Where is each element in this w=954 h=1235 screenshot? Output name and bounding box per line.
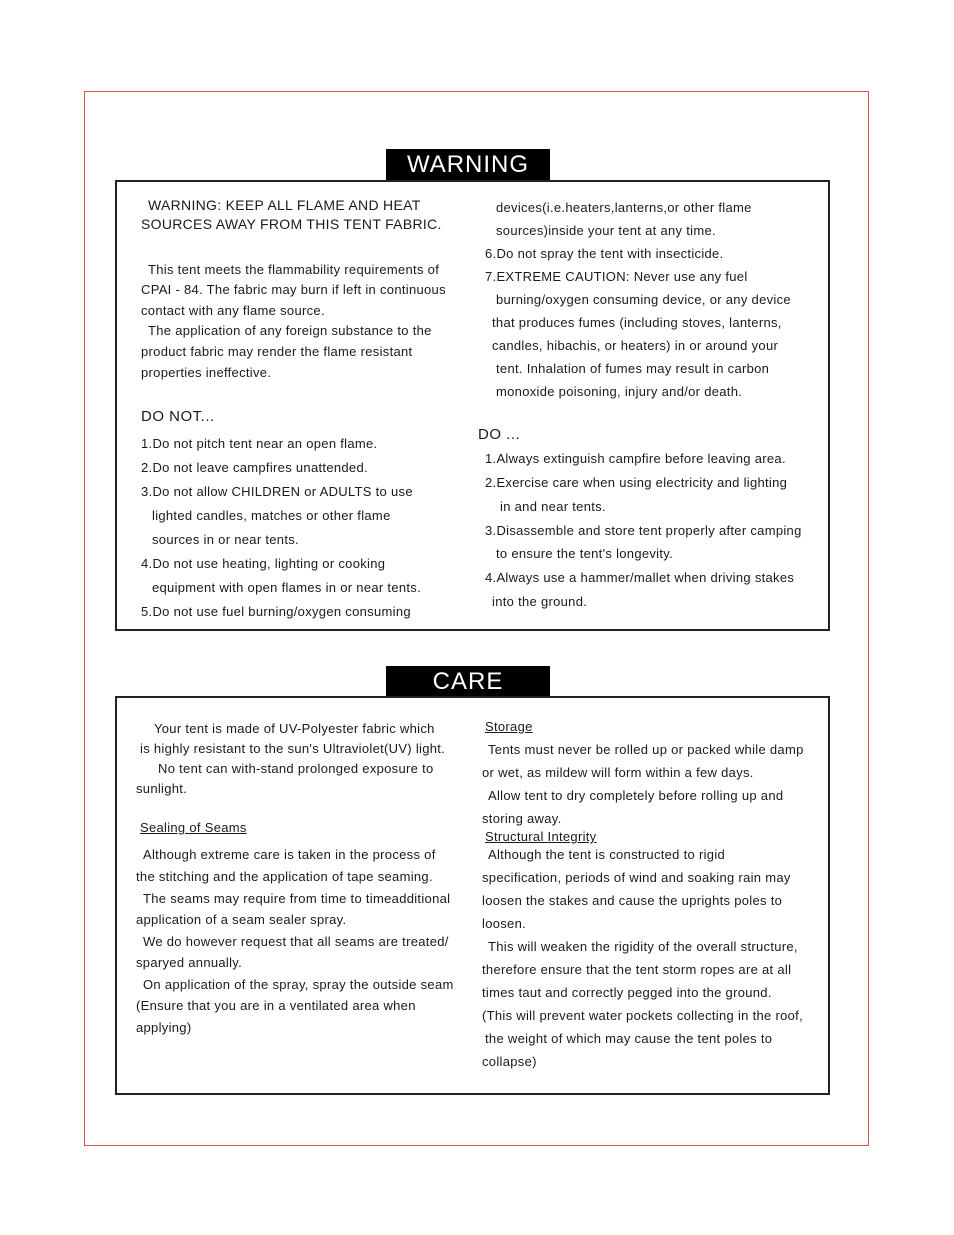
warning-para2-line: The application of any foreign substance to the (148, 323, 432, 338)
donot-heading: DO NOT... (141, 408, 215, 425)
care-header: CARE (386, 666, 550, 698)
warning-right-line: devices(i.e.heaters,lanterns,or other flame (496, 200, 752, 215)
warning-right-line: 6.Do not spray the tent with insecticide. (485, 246, 724, 261)
structural-line: (This will prevent water pockets collecting in the roof, (482, 1008, 803, 1023)
seams-line: (Ensure that you are in a ventilated area when (136, 998, 416, 1013)
warning-para2-line: properties ineffective. (141, 365, 272, 380)
structural-line: specification, periods of wind and soaking rain may (482, 870, 791, 885)
do-item: to ensure the tent's longevity. (496, 546, 674, 561)
seams-line: Although extreme care is taken in the process of (143, 847, 436, 862)
donot-item: 5.Do not use fuel burning/oxygen consuming (141, 604, 411, 619)
care-intro-line: Your tent is made of UV-Polyester fabric which (154, 721, 435, 736)
storage-line: Allow tent to dry completely before rolling up and (488, 788, 784, 803)
seams-line: the stitching and the application of tape seaming. (136, 869, 433, 884)
structural-line: Although the tent is constructed to rigid (488, 847, 726, 862)
warning-para1-line: CPAI - 84. The fabric may burn if left in continuous (141, 282, 446, 297)
structural-line: times taut and correctly pegged into the ground. (482, 985, 772, 1000)
warning-right-line: sources)inside your tent at any time. (496, 223, 716, 238)
storage-line: Tents must never be rolled up or packed while damp (488, 742, 804, 757)
structural-line: collapse) (482, 1054, 537, 1069)
donot-item: equipment with open flames in or near tents. (152, 580, 422, 595)
do-item: in and near tents. (500, 499, 606, 514)
care-intro-line: No tent can with-stand prolonged exposure to (158, 761, 434, 776)
care-intro-line: sunlight. (136, 781, 188, 796)
warning-right-line: tent. Inhalation of fumes may result in carbon (496, 361, 770, 376)
donot-item: sources in or near tents. (152, 532, 299, 547)
structural-line: This will weaken the rigidity of the overall structure, (488, 939, 798, 954)
warning-right-line: that produces fumes (including stoves, lanterns, (492, 315, 782, 330)
warning-right-line: 7.EXTREME CAUTION: Never use any fuel (485, 269, 748, 284)
structural-line: the weight of which may cause the tent poles to (485, 1031, 773, 1046)
structural-line: therefore ensure that the tent storm ropes are at all (482, 962, 792, 977)
warning-intro-line: WARNING: KEEP ALL FLAME AND HEAT (148, 197, 421, 213)
do-item: into the ground. (492, 594, 588, 609)
structural-line: loosen the stakes and cause the uprights poles to (482, 893, 783, 908)
donot-item: 1.Do not pitch tent near an open flame. (141, 436, 378, 451)
structural-heading: Structural Integrity (485, 829, 597, 844)
care-intro-line: is highly resistant to the sun's Ultraviolet(UV) light. (140, 741, 446, 756)
warning-right-line: monoxide poisoning, injury and/or death. (496, 384, 743, 399)
warning-right-line: burning/oxygen consuming device, or any device (496, 292, 791, 307)
warning-right-line: candles, hibachis, or heaters) in or around your (492, 338, 779, 353)
seams-line: applying) (136, 1020, 192, 1035)
storage-line: or wet, as mildew will form within a few days. (482, 765, 754, 780)
do-item: 3.Disassemble and store tent properly after camping (485, 523, 802, 538)
seams-line: The seams may require from time to timeadditional (143, 891, 451, 906)
do-item: 1.Always extinguish campfire before leaving area. (485, 451, 786, 466)
warning-para2-line: product fabric may render the flame resistant (141, 344, 413, 359)
donot-item: lighted candles, matches or other flame (152, 508, 391, 523)
donot-item: 3.Do not allow CHILDREN or ADULTS to use (141, 484, 413, 499)
structural-line: loosen. (482, 916, 527, 931)
do-heading: DO ... (478, 426, 521, 443)
donot-item: 2.Do not leave campfires unattended. (141, 460, 368, 475)
warning-para1-line: contact with any flame source. (141, 303, 325, 318)
do-item: 2.Exercise care when using electricity and lighting (485, 475, 788, 490)
warning-para1-line: This tent meets the flammability requirements of (148, 262, 440, 277)
seams-line: application of a seam sealer spray. (136, 912, 347, 927)
seams-line: sparyed annually. (136, 955, 243, 970)
seams-line: We do however request that all seams are treated/ (143, 934, 449, 949)
seams-line: On application of the spray, spray the outside seam (143, 977, 454, 992)
storage-heading: Storage (485, 719, 533, 734)
warning-header: WARNING (386, 149, 550, 181)
donot-item: 4.Do not use heating, lighting or cooking (141, 556, 386, 571)
warning-intro-line: SOURCES AWAY FROM THIS TENT FABRIC. (141, 216, 442, 232)
seams-heading: Sealing of Seams (140, 820, 247, 835)
do-item: 4.Always use a hammer/mallet when driving stakes (485, 570, 795, 585)
storage-line: storing away. (482, 811, 562, 826)
